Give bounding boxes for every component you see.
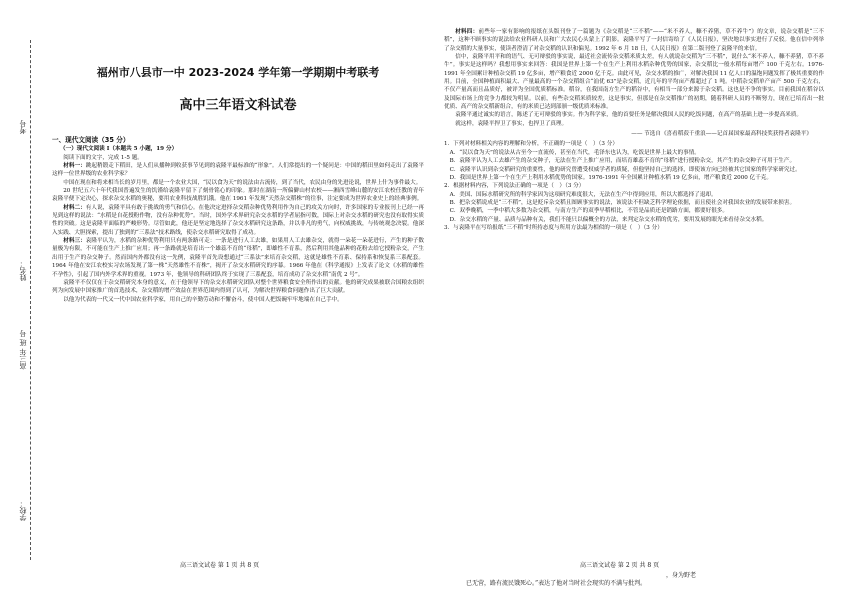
- material-2-text: 有人说，袁隆平具有敢于挑战的勇气和信心。在他决定进择杂交稻杂种优势利用作为自己的攻关方向时，许多国家的专业报刊上已经一再见到这样的说法：“水稻是自花授粉作物，没有杂种优势”。当时，国外学术界研究杂交水稻的学者屈指可数，国际上对杂交水稻的研究也没有取得实质性的突破。这是袁隆平面临的严峻形势。尽管如此，他还是坚定地选择了杂交水稻研究这条路，并以非凡的勇气，向权威挑战，与传统观念决裂。他深入实践、大胆探索，提出了独到的“三系法”技术路线，使杂交水稻研究取得了成功。: [52, 204, 424, 236]
- question-2: 2．根据材料内容，下列说法正确的一项是（ ）（3 分）: [444, 183, 585, 190]
- material-4-text: 前些年一家有影响的报纸在头版刊登了一篇题为《杂交稻是“三不稻”——“米不养人，糠不养猪，草不养牛”》的文章，说杂交稻是“三不稻”，这种不顾事实的说法给农业科研人员和广大农民心头蒙上了阴影。袁隆平写了一封信寄给了《人民日报》，坚决地以事实进行了反驳。他在信中列举了杂交稻的大量事实，使读者澄清了对杂交稻的认识和偏见。1992 年 6 月 18 日，《人民日报》在第二版刊登了袁隆平的来信。: [444, 29, 824, 52]
- question-1-option-b: B．袁隆平认为人工去雄产生的杂交种子，无法在生产上推广应用，而培育雄蕊不育的“母稻”进行授粉杂交，其产生的杂交种子可用于生产。: [449, 158, 796, 165]
- binding-margin: [0, 0, 40, 595]
- binding-dash-line: [30, 40, 31, 560]
- material-1-p1: [52, 162, 424, 179]
- material-4-p4: 就这样，袁隆平捍卫了事实，也捍卫了真理。: [455, 120, 568, 127]
- page-footer-left: 高三语文试卷 第 1 页 共 8 页: [180, 562, 260, 569]
- material-3-p2: 袁隆平不仅仅在于杂交稻研究本身的意义，在于他领导下的杂交水稻研究团队对整个世界粮食安全所作出的贡献。他的研究成果被联合国粮农组织列为向发展中国家推广的首选技术，杂交稻的增产效益在世界范围内得到了认可，为解决世界粮食问题作出了巨大贡献。: [52, 279, 424, 295]
- material-1-p2: 中国在现在和将来相当长的岁月里，都是一个农业大国，“民以食为天”的说法由古流传，到了当代，农民由身的先进论说，世界上什为事件最大。: [63, 179, 422, 186]
- school-label: 学校：: [19, 500, 27, 521]
- material-2-label: 材料二：: [63, 204, 86, 211]
- exam-number-label: 考号: [19, 120, 27, 134]
- material-4-p1: [444, 28, 824, 53]
- grade-class-label: 高三年 班 号: [19, 330, 27, 370]
- continued-text: 已无营，路有流民饿死心。”表达了他对当时社会现实的不满与批判。: [466, 580, 647, 587]
- continued-text-tail: ，身为野老: [666, 572, 697, 579]
- material-3-p3: 以他为代表的一代又一代中国农业科学家，用自己的辛勤劳动和不懈奋斗，使中国人把饭碗牢牢地端在自己手中。: [63, 296, 343, 303]
- question-2-option-b: B．把杂交稻说成是“三不稻”，这是贬斥杂交稻且图顾事实的说法，该说法不但缺乏科学理论依据，而且使社会对我国农业的发展带来损害。: [449, 199, 796, 206]
- exam-subtitle: 高中三年语文科试卷: [179, 98, 297, 113]
- material-4-p3: 袁隆平通过诚实的语言，陈述了无可辩驳的事实。作为科学家，他的首要任务是解决我国人民的吃饭问题，在高产的基础上进一步提高米质。: [455, 112, 803, 119]
- material-2-p1: [52, 204, 424, 237]
- question-1-option-c: C．袁隆平认识到杂交稻研究的重要性，他的研究曾遭受权威学者的质疑，但他坚持自己的选择，即使该方向已经被其它国家的科学家研究过。: [449, 166, 801, 173]
- material-3-label: 材料三：: [63, 238, 86, 245]
- material-1-label: 材料一：: [63, 163, 86, 170]
- question-1: 1．下列对材料相关内容的理解和分析，不正确的一项是（ ）（3 分）: [444, 141, 618, 148]
- page-footer-right: 高三语文试卷 第 2 页 共 8 页: [580, 562, 660, 569]
- material-4-label: 材料四：: [455, 29, 479, 35]
- material-1-p3: 20 世纪五六十年代我国普遍发生的饥馑给袁隆平留下了刻骨铭心的印象。那时在湖南一所偏僻山村农校——湘西雪峰山麓的安江农校任教的青年袁隆平便下定决心，探求杂交水稻的奥秘，要用农业科技战胜饥饿。他在 1961 年发现“天然杂交稻株”的往事，注定要成为世界农业史上的经典事例。: [52, 188, 424, 203]
- material-3-p1: [52, 237, 424, 279]
- question-1-option-a: A．“民以食为天”的说法从古至今一直流传，甚至在当代，毛泽东也认为，吃饭是世界上最大的事情。: [449, 149, 700, 156]
- question-1-option-d: D．我国是世界上第一个在生产上利用水稻优势的国家。1976-1991 年全国累计种植水稻 19 亿多亩，增产粮食近 2000 亿千克。: [449, 174, 772, 181]
- subsection-heading: （一）现代文阅读 I（本题共 5 小题，19 分）: [60, 146, 178, 153]
- material-3-text: 袁隆平认为，水稻的杂种优势利用只有两条路可走：一条是进行人工去雄，如果用人工去雄杂交，就得一朵花一朵花进行，产生的种子数量极为有限，不可能在生产上推广应用；再一条路就是培育出一个雄蕊不育的“母稻”，即雄性不育系，然后利用其他品种的花粉去给它授粉杂交，产生出用于生产的杂交种子。然而国内外都没有这一先例，袁隆平首先设想通过“三系法”来培育杂交稻，这就是雄性不育系、保持系和恢复系三系配套。1964 年他在安江农校实习农场发现了第一株“天然雄性不育株”，揭开了杂交水稻研究的序幕。1966 年他在《科学通报》上发表了论文《水稻的雄性不孕性》，引起了国内外学术界的重视。1973 年，他领导的科研团队终于实现了三系配套，培育成功了杂交水稻“南优 2 号”。: [52, 238, 424, 278]
- question-2-option-a: A．美国、国际水稻研究所的科学家因为这项研究难度很大，无法在生产中得到应用，所以大都选择了退却。: [449, 191, 717, 198]
- exam-title: 福州市八县市一中 2023-2024 学年第一学期期中考联考: [96, 66, 380, 79]
- question-2-option-d: D．杂交水稻的产量、品质与品种有关，我们不能只以偏概全的方法，来判定杂交水稻的优劣，要用发展的眼光来看待杂交水稻。: [449, 216, 768, 223]
- instruction-text: 阅读下面的文字，完成 1-5 题。: [63, 154, 143, 161]
- left-column: [52, 28, 424, 304]
- question-3: 3．与袁隆平在写给报纸“三不稻”时所持态度与所用方法最为相似的一项是（ ）（3 分）: [444, 224, 663, 231]
- material-4-p2: 信中，袁隆平用平和的语气、无可辩驳的事实说，最近社会流传杂交稻米质太差，有人就说杂交稻为“三不稻”，说什么“米不养人，糠不养猪，草不养牛”。事实是这样吗？我想用事实来回答：我国是世界上第一个在生产上利用水稻杂种优势的国家，杂交稻比一般水稻每亩增产 100 千克左右。1976-1991 年全国累计种植杂交稻 19 亿多亩，增产粮食近 2000 亿千克。由此可见，杂交水稻的推广，对解决我国 11 亿人口的温饱问题发挥了极其重要的作用。目前，全国种植面积最大、产量最高的一个杂交稻组合“汕优 63”是杂交稻，近几年的平均亩产都超过了 1 吨。中稻杂交稻单产亩产 500 千克左右，不仅产量高而且品质好，被评为全国优质稻标准。稻谷，在我国南方生产的稻谷中，有相当一部分来源于杂交稻。这也是不争的事实。目前我国在稻谷以及国际市场上的竞争力都较为明显。以前，有些杂交稻米质较差，这是事实，但那是在杂交稻推广的初期，随着科研人员的不断努力，现在已培育出一批优质、高产的杂交稻新组合，有的米质已达到部颁一级优质米标准。: [444, 54, 824, 111]
- name-label: 姓名：: [19, 260, 27, 281]
- material-1-text: 跳起稍锻走下稻田，是人们从播种到收获事节见到的袁隆平最标准的“形象”。人们常提出的一个疑问是：中国的稻田里如何走出了袁隆平这样一位世界级的农业科学家？: [52, 163, 424, 178]
- right-column: [444, 28, 824, 232]
- source-citation: —— 节选自《喜看稻菽千重浪——记首届国家最高科技奖获得者袁隆平》: [631, 131, 812, 138]
- question-2-option-c: C．双季晚稻，一季中稻大多数为杂交稻，与南方生产的双季早稻相比，不管是品质还是销路方面，都要好很多。: [449, 208, 728, 215]
- section-heading: 一、现代文阅读（35 分）: [52, 136, 130, 144]
